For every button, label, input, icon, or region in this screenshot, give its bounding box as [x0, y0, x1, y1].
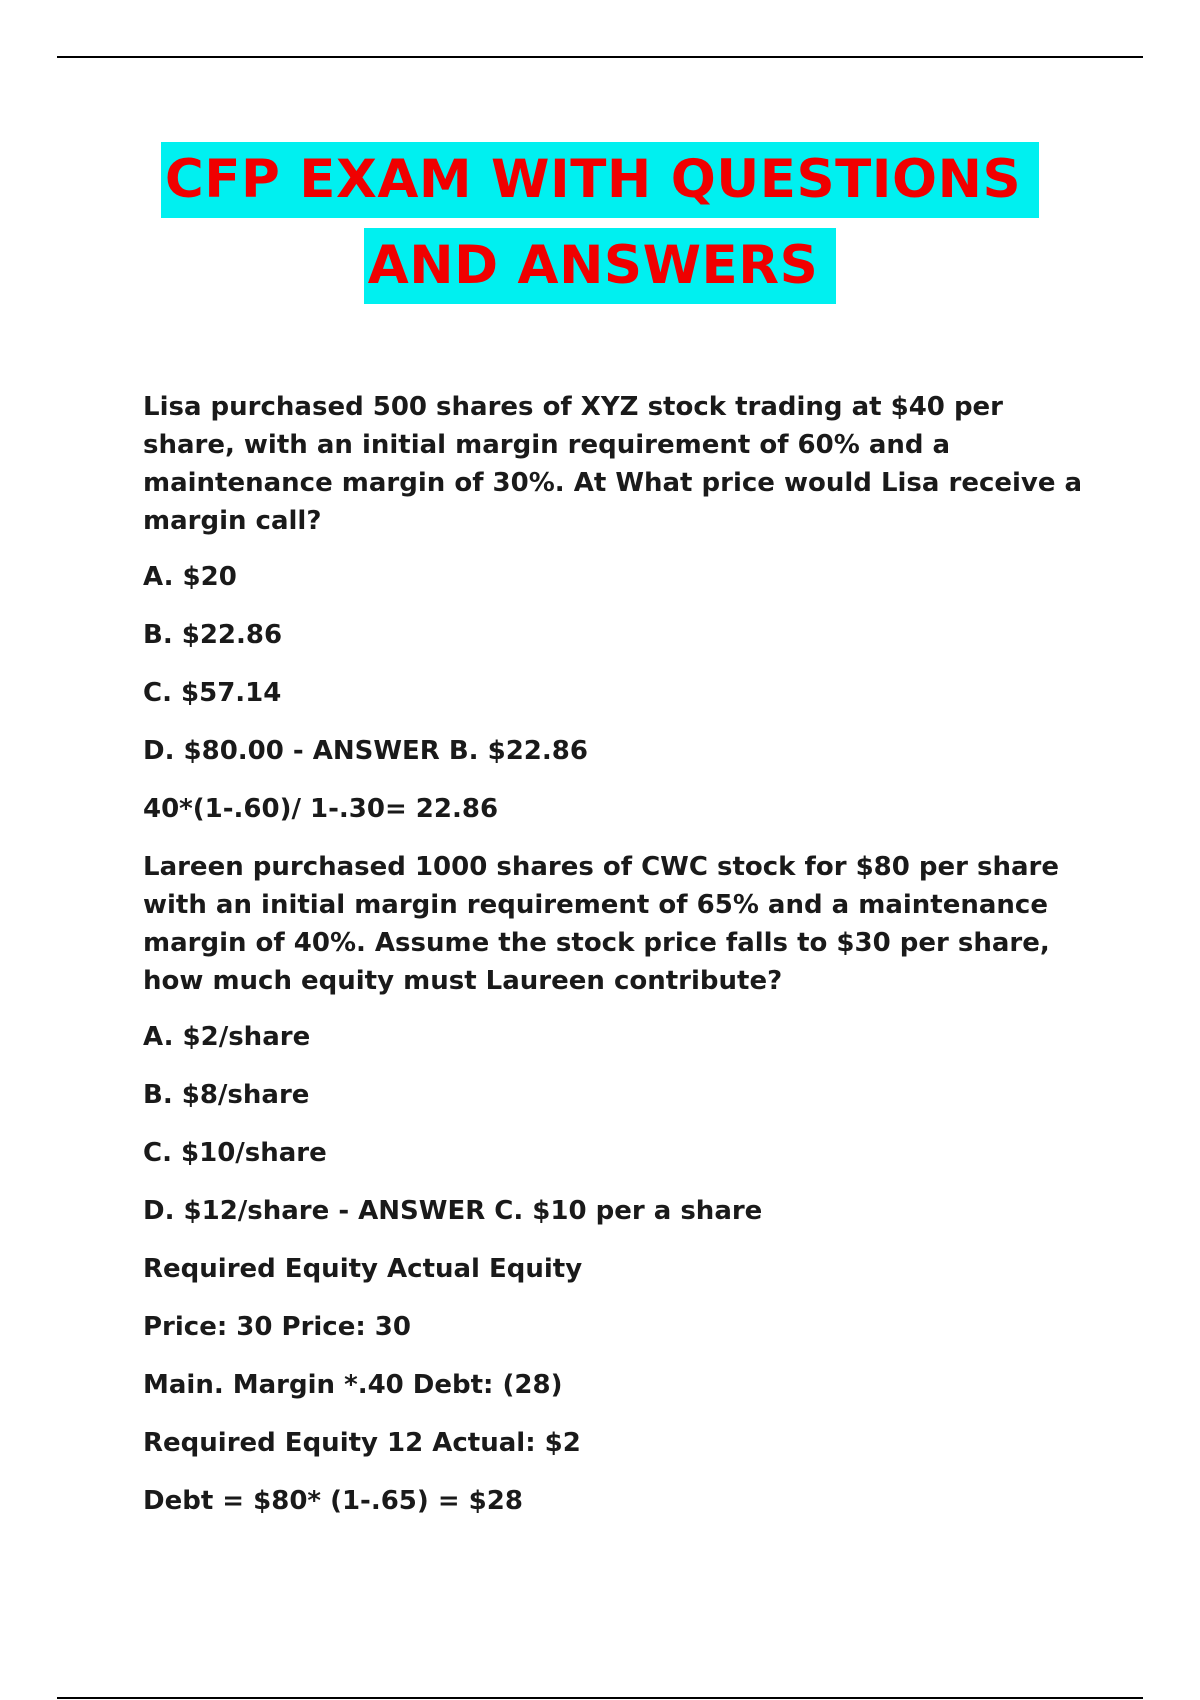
- title-line-1: CFP EXAM WITH QUESTIONS: [161, 142, 1039, 218]
- question-2-work-line-3: Main. Margin *.40 Debt: (28): [143, 1370, 563, 1400]
- question-2-text: Lareen purchased 1000 shares of CWC stock for $80 per share with an initial margin requirement of 65% and a maintenance margin of 40%. Assume the stock price falls to $30 per share, how much equity must Laureen contribute?: [143, 852, 1059, 996]
- question-1-text: Lisa purchased 500 shares of XYZ stock trading at $40 per share, with an initial margin requirement of 60% and a maintenance margin of 30%. At What price would Lisa receive a margin call?: [143, 392, 1083, 536]
- question-1-work-line: 40*(1-.60)/ 1-.30= 22.86: [143, 794, 499, 824]
- question-2-work-line-5: Debt = $80* (1-.65) = $28: [143, 1486, 523, 1516]
- question-2-work-line-4: Required Equity 12 Actual: $2: [143, 1428, 581, 1458]
- question-1-option-d: D. $80.00 - ANSWER B. $22.86: [143, 736, 588, 766]
- question-2-option-c: C. $10/share: [143, 1138, 327, 1168]
- question-2-option-a: A. $2/share: [143, 1022, 311, 1052]
- question-2-option-d: D. $12/share - ANSWER C. $10 per a share: [143, 1196, 763, 1226]
- top-rule: [57, 56, 1143, 58]
- document-title: [0, 142, 1200, 314]
- question-1-option-a: A. $20: [143, 562, 237, 592]
- title-line-2: AND ANSWERS: [364, 228, 837, 304]
- document-body: [143, 388, 1103, 1540]
- question-2-work-line-2: Price: 30 Price: 30: [143, 1312, 411, 1342]
- question-2-work-line-1: Required Equity Actual Equity: [143, 1254, 583, 1284]
- bottom-rule: [57, 1697, 1143, 1699]
- question-1-option-b: B. $22.86: [143, 620, 283, 650]
- question-2-option-b: B. $8/share: [143, 1080, 310, 1110]
- question-1-option-c: C. $57.14: [143, 678, 282, 708]
